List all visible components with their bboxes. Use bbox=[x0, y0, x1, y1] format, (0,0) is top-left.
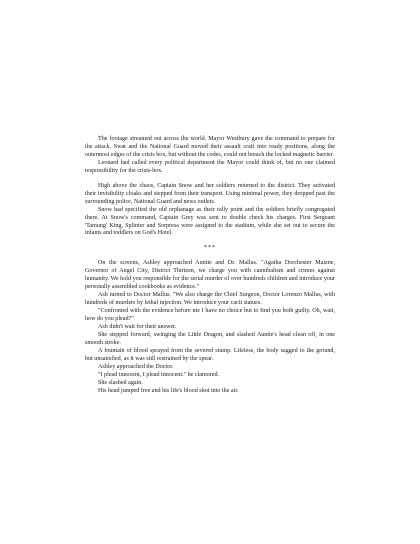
paragraph: The footage streamed out across the world. Mayor Westbury gave the command to prepare for the attack. Swat and the National Guard moved their assault craft into ready positions, along the outermost edges of the crisis box, but without the codes, could not breach the locked magnetic barrier. bbox=[85, 136, 335, 158]
paragraph: Ash turned to Doctor Mallus. "We also charge the Chief Surgeon, Doctor Lorenzo Mallus, with hundreds of murders by lethal injection. We introduce your cacti statues. bbox=[85, 292, 335, 307]
paragraph: His head jumped free and his life's blood shot into the air. bbox=[98, 387, 239, 394]
paragraph: She stepped forward, swinging the Little Dragon, and slashed Auntie's head clean off, in one smooth stroke. bbox=[85, 331, 335, 346]
section-break bbox=[85, 176, 335, 183]
paragraph: She slashed again. bbox=[98, 379, 143, 386]
paragraph: "I plead innocent, I plead innocent." he clamored. bbox=[98, 371, 220, 378]
paragraph: Leonard had called every political department the Mayor could think of, but no one claimed responsibility for the crisis-box. bbox=[85, 159, 335, 174]
page-text bbox=[85, 136, 335, 396]
paragraph: Ashley approached the Doctor. bbox=[98, 363, 174, 370]
paragraph: Snow had specified the old orphanage as their rally point and the soldiers briefly congregated there. At Snow's command, Captain Grey was sent to double check his charges. First Sergeant 'Tamung' King, Splinter and Sorpresa were assigned to the stadium, while she set out to secure the infants and toddlers on God's Hotel. bbox=[85, 206, 335, 237]
paragraph: High above the chaos, Captain Snow and her soldiers returned to the district. They activated their invisibility cloaks and stepped from their transport. Using minimal power, they dropped past the surrounding police, National Guard and news outlets. bbox=[85, 182, 335, 205]
paragraph: "Confronted with the evidence before me I have no choice but to find you both guilty. Oh, wait, how do you plead?" bbox=[85, 308, 335, 323]
spacer bbox=[85, 238, 335, 245]
scene-divider: *** bbox=[203, 245, 217, 252]
paragraph: Ash didn't wait for their answer. bbox=[98, 324, 177, 331]
spacer bbox=[85, 253, 335, 260]
paragraph: A fountain of blood sprayed from the severed stump. Lifeless, the body sagged to the ground, but unsatisfied, as it was still restrained by the spear. bbox=[85, 347, 335, 362]
paragraph: On the screens, Ashley approached Auntie and Dr. Mallus. "Agatha Dorchester Maizne, Governor of Angel City, District Thirteen, we charge you with cannibalism and crimes against humanity. We hold you responsible for the serial murder of over hundreds children and introduce your personally assembled cookbooks as evidence." bbox=[85, 260, 335, 291]
